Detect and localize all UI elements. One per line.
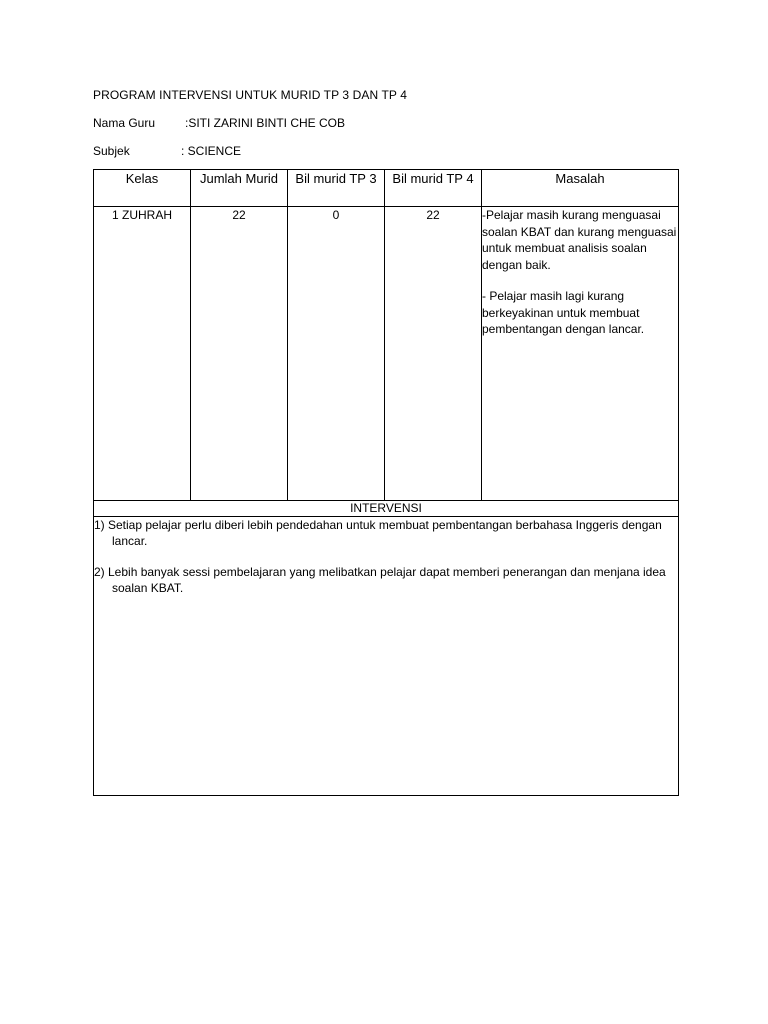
intervensi-item: 1) Setiap pelajar perlu diberi lebih pendedahan untuk membuat pembentangan berbahasa Inggeris dengan lancar. bbox=[94, 518, 662, 548]
intervensi-body-row bbox=[94, 517, 679, 796]
subject-value: : SCIENCE bbox=[181, 144, 242, 158]
header-masalah: Masalah bbox=[482, 170, 679, 207]
cell-kelas: 1 ZUHRAH bbox=[94, 207, 191, 501]
document-title: PROGRAM INTERVENSI UNTUK MURID TP 3 DAN TP 4 bbox=[93, 88, 408, 102]
cell-tp4: 22 bbox=[385, 207, 482, 501]
intervensi-heading: INTERVENSI bbox=[94, 501, 679, 517]
header-jumlah-murid: Jumlah Murid bbox=[191, 170, 288, 207]
table-row bbox=[94, 207, 679, 501]
teacher-name-label: Nama Guru bbox=[93, 116, 156, 130]
intervensi-heading-row bbox=[94, 501, 679, 517]
intervention-table bbox=[93, 169, 679, 796]
intervensi-item: 2) Lebih banyak sessi pembelajaran yang melibatkan pelajar dapat memberi penerangan dan menjana idea soalan KBAT. bbox=[94, 565, 666, 595]
header-bil-murid-tp3: Bil murid TP 3 bbox=[288, 170, 385, 207]
masalah-item: -Pelajar masih kurang menguasai soalan KBAT dan kurang menguasai untuk membuat analisis soalan dengan baik. bbox=[482, 208, 677, 272]
subject-label: Subjek bbox=[93, 144, 130, 158]
teacher-name-row bbox=[93, 116, 346, 130]
header-kelas: Kelas bbox=[94, 170, 191, 207]
intervensi-body bbox=[94, 517, 679, 796]
subject-row bbox=[93, 144, 242, 158]
table-header-row bbox=[94, 170, 679, 207]
header-bil-murid-tp4: Bil murid TP 4 bbox=[385, 170, 482, 207]
cell-jumlah-murid: 22 bbox=[191, 207, 288, 501]
masalah-item: - Pelajar masih lagi kurang berkeyakinan untuk membuat pembentangan dengan lancar. bbox=[482, 289, 645, 336]
cell-tp3: 0 bbox=[288, 207, 385, 501]
cell-masalah bbox=[482, 207, 679, 501]
teacher-name-value: :SITI ZARINI BINTI CHE COB bbox=[185, 116, 346, 130]
